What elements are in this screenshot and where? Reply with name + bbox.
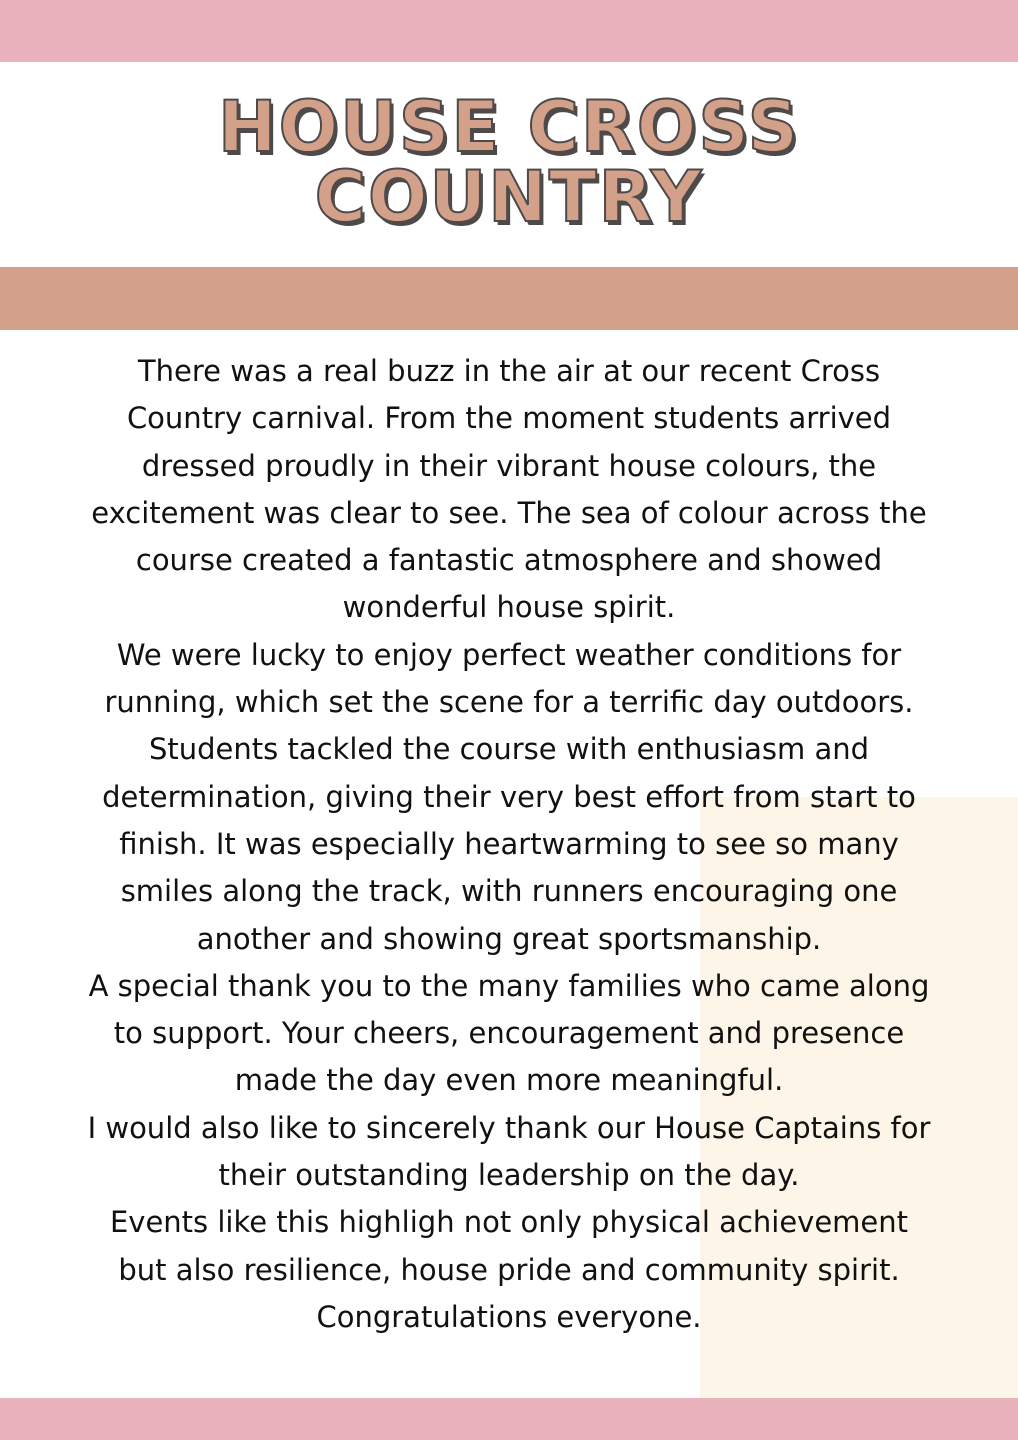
paragraph-weather: We were lucky to enjoy perfect weather conditions for running, which set the scene for a terrific day outdoors. Students tackled the course with enthusiasm and determination, giving their very best effort from start to finish. It was especially heartwarming to see so many smiles along the track, with runners encouraging one another and showing great sportsmanship. xyxy=(102,637,916,956)
bottom-pink-band xyxy=(0,1398,1018,1440)
paragraph-house-captains: I would also like to sincerely thank our House Captains for their outstanding leadership on the day. xyxy=(87,1110,931,1193)
page-title xyxy=(0,86,1018,238)
article-body xyxy=(20,348,998,1341)
top-pink-band xyxy=(0,0,1018,62)
paragraph-families: A special thank you to the many families who came along to support. Your cheers, encouragement and presence made the day even more meaningful. xyxy=(88,968,930,1098)
paragraph-atmosphere: There was a real buzz in the air at our recent Cross Country carnival. From the moment students arrived dressed proudly in their vibrant house colours, the excitement was clear to see. The sea of colour across the course created a fantastic atmosphere and showed wonderful house spirit. xyxy=(91,354,927,625)
title-line-2: COUNTRY xyxy=(314,156,704,238)
title-line-1: HOUSE CROSS xyxy=(218,86,800,168)
accent-band xyxy=(0,267,1018,330)
paragraph-closing: Events like this highligh not only physical achievement but also resilience, house pride and community spirit. Congratulations everyone. xyxy=(109,1205,909,1334)
